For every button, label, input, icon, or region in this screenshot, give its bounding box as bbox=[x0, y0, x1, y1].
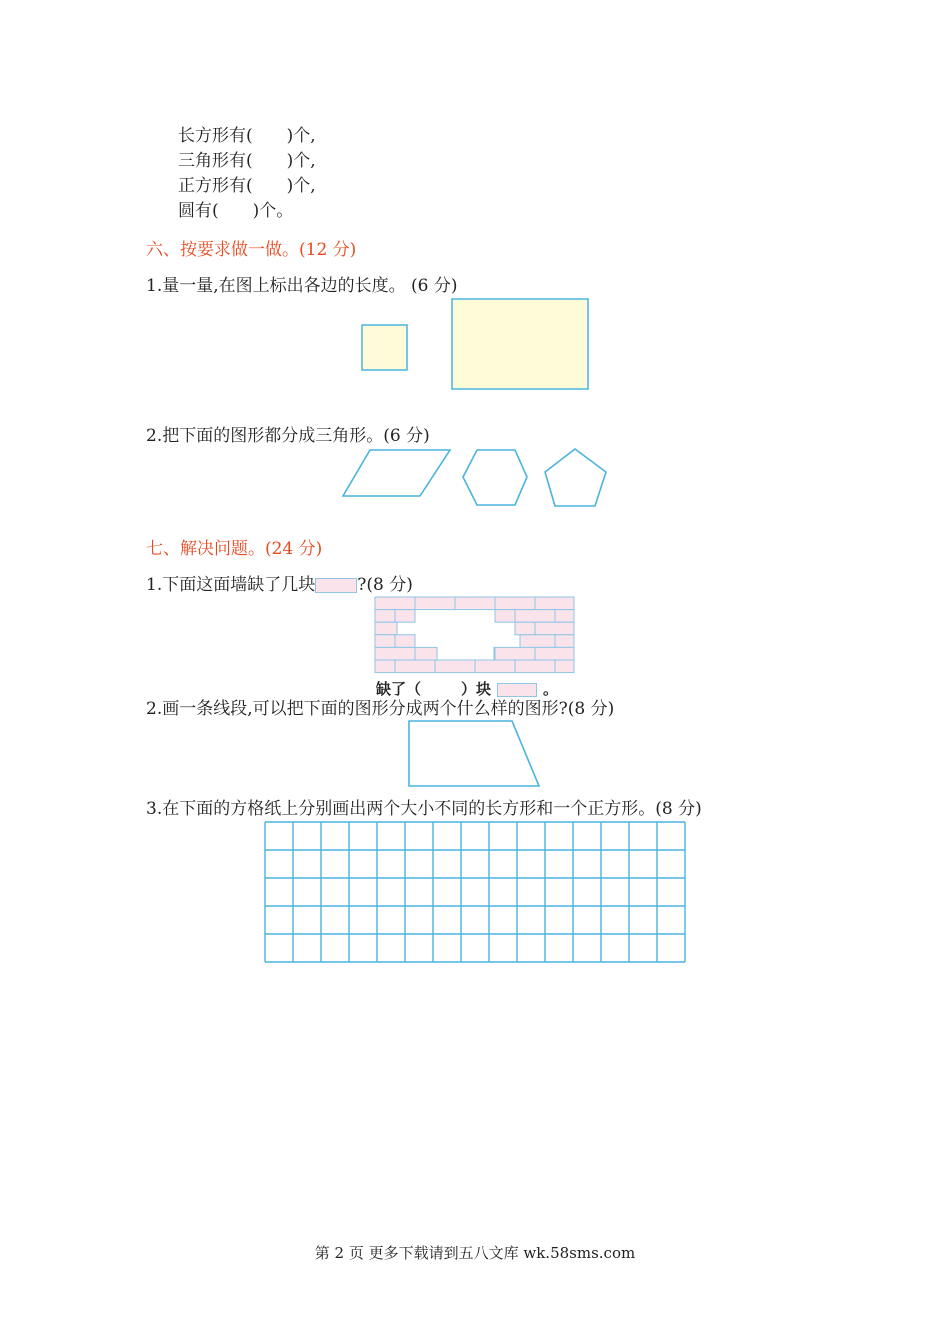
brick bbox=[435, 660, 475, 673]
count-line-triangles: 三角形有( )个, bbox=[178, 151, 316, 171]
wall-answer-text-3: 。 bbox=[543, 680, 559, 698]
brick bbox=[535, 622, 574, 635]
brick bbox=[515, 660, 555, 673]
brick bbox=[375, 610, 395, 623]
hexagon-shape bbox=[463, 450, 527, 505]
trapezoid-figure bbox=[405, 718, 545, 792]
divide-shapes bbox=[340, 444, 615, 510]
count-line-circles: 圆有( )个。 bbox=[178, 201, 294, 221]
wall-answer-text-2: ）块 bbox=[461, 680, 492, 698]
brick bbox=[395, 635, 415, 648]
count-line-squares: 正方形有( )个, bbox=[178, 176, 316, 196]
brick bbox=[555, 610, 574, 623]
question-1-text-before: 1.下面这面墙缺了几块 bbox=[146, 575, 316, 595]
brick bbox=[555, 660, 574, 673]
section-6-title: 六、按要求做一做。(12 分) bbox=[146, 240, 357, 260]
brick bbox=[535, 647, 574, 660]
brick bbox=[395, 610, 415, 623]
brick bbox=[475, 660, 515, 673]
measure-shapes bbox=[355, 292, 595, 396]
section-7-question-2: 2.画一条线段,可以把下面的图形分成两个什么样的图形?(8 分) bbox=[146, 699, 615, 719]
trapezoid-shape bbox=[409, 721, 539, 786]
brick bbox=[455, 597, 495, 610]
brick-wall-figure bbox=[374, 596, 576, 676]
brick bbox=[375, 597, 415, 610]
brick bbox=[375, 622, 397, 635]
brick bbox=[375, 660, 395, 673]
brick-icon-answer bbox=[497, 683, 537, 697]
large-rectangle-shape bbox=[452, 299, 588, 389]
pentagon-shape bbox=[545, 449, 606, 506]
brick-icon bbox=[315, 578, 357, 593]
section-7-question-1 bbox=[146, 573, 413, 597]
brick bbox=[415, 597, 455, 610]
section-7-title: 七、解决问题。(24 分) bbox=[146, 539, 323, 559]
section-6-question-2: 2.把下面的图形都分成三角形。(6 分) bbox=[146, 426, 430, 446]
brick bbox=[535, 597, 574, 610]
count-line-rectangles: 长方形有( )个, bbox=[178, 126, 316, 146]
question-1-text-after: ?(8 分) bbox=[357, 575, 413, 595]
parallelogram-shape bbox=[343, 450, 450, 496]
small-square-shape bbox=[362, 325, 407, 370]
brick bbox=[495, 647, 535, 660]
brick bbox=[395, 660, 435, 673]
wall-answer-text-1: 缺了（ bbox=[376, 680, 422, 698]
brick bbox=[515, 610, 555, 623]
brick bbox=[495, 610, 515, 623]
grid-paper bbox=[262, 819, 688, 965]
brick bbox=[515, 622, 535, 635]
section-7-question-3: 3.在下面的方格纸上分别画出两个大小不同的长方形和一个正方形。(8 分) bbox=[146, 799, 702, 819]
brick bbox=[375, 647, 415, 660]
brick bbox=[375, 635, 395, 648]
brick bbox=[555, 635, 574, 648]
page-footer: 第 2 页 更多下载请到五八文库 wk.58sms.com bbox=[314, 1244, 636, 1262]
brick bbox=[495, 597, 535, 610]
brick bbox=[520, 635, 555, 648]
brick bbox=[415, 647, 437, 660]
section-6-question-1: 1.量一量,在图上标出各边的长度。 (6 分) bbox=[146, 276, 458, 296]
